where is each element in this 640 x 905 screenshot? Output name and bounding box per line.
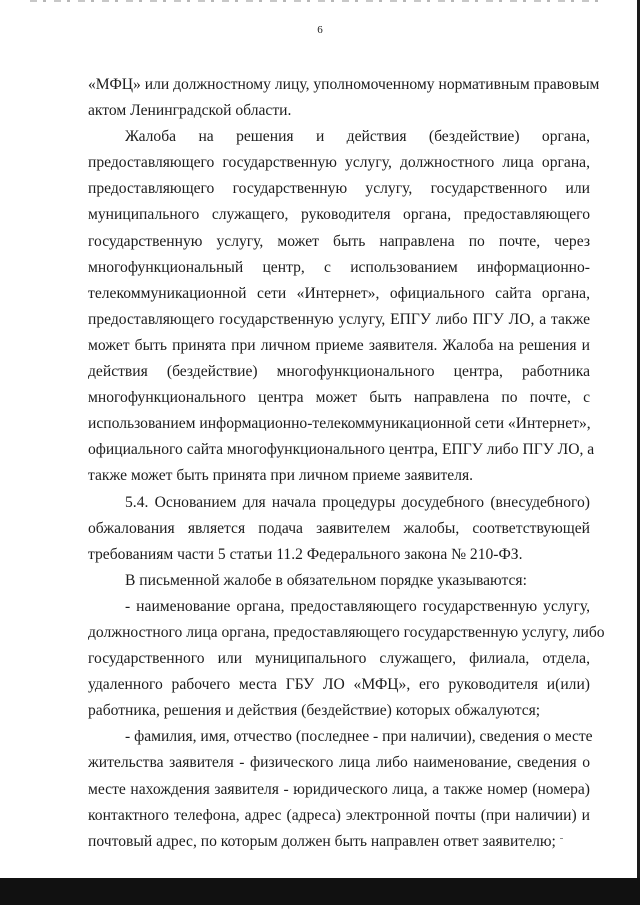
text-line: Жалоба на решения и действия (бездействие) органа,: [125, 128, 590, 146]
text-line: также может быть принята при личном приеме заявителя.: [88, 467, 474, 485]
text-line: требованиям части 5 статьи 11.2 Федерального закона № 210-ФЗ.: [88, 545, 523, 563]
text-line: жительства заявителя - физического лица либо наименование, сведения о: [88, 754, 590, 772]
text-line: В письменной жалобе в обязательном порядке указываются:: [125, 571, 527, 589]
text-line: официального сайта многофункционального центра, ЕПГУ либо ПГУ ЛО, а: [88, 441, 595, 459]
text-line: государственного или муниципального служащего, филиала, отдела,: [88, 650, 590, 668]
text-line: телекоммуникационной сети «Интернет», официального сайта органа,: [88, 284, 590, 302]
text-line: - наименование органа, предоставляющего государственную услугу,: [125, 597, 590, 615]
text-line: должностного лица органа, предоставляющего государственную услугу, либо: [88, 623, 605, 641]
text-line: многофункционального центра может быть направлена по почте, с: [88, 389, 590, 407]
text-line: предоставляющего государственную услугу, государственного или: [88, 180, 590, 198]
text-line: действия (бездействие) многофункционального центра, работника: [88, 363, 590, 381]
page-number: 6: [317, 24, 323, 36]
text-line: работника, решения и действия (бездействие) которых обжалуются;: [88, 702, 541, 720]
text-line: почтовый адрес, по которым должен быть направлен ответ заявителю;: [88, 832, 556, 850]
text-line: обжалования является подача заявителем жалобы, соответствующей: [88, 519, 590, 537]
scan-speck: [560, 838, 563, 839]
text-line: предоставляющего государственную услугу, ЕПГУ либо ПГУ ЛО, а также: [88, 310, 590, 328]
text-line: - фамилия, имя, отчество (последнее - при наличии), сведения о месте: [125, 728, 593, 746]
text-line: муниципального служащего, руководителя органа, предоставляющего: [88, 206, 590, 224]
scan-top-edge: [30, 0, 600, 2]
text-line: многофункциональный центр, с использованием информационно-: [88, 258, 590, 276]
text-line: актом Ленинградской области.: [88, 102, 292, 120]
text-line: использованием информационно-телекоммуникационной сети «Интернет»,: [88, 415, 591, 433]
text-line: «МФЦ» или должностному лицу, уполномоченному нормативным правовым: [88, 76, 600, 93]
document-body: [88, 72, 605, 855]
text-line: удаленного рабочего места ГБУ ЛО «МФЦ», его руководителя и(или): [88, 676, 590, 694]
text-line: 5.4. Основанием для начала процедуры досудебного (внесудебного): [125, 493, 590, 511]
scan-bottom-edge: [0, 878, 640, 905]
text-line: государственную услугу, может быть направлена по почте, через: [88, 232, 590, 250]
text-line: может быть принята при личном приеме заявителя. Жалоба на решения и: [88, 336, 590, 354]
text-line: месте нахождения заявителя - юридического лица, а также номер (номера): [88, 780, 590, 798]
text-line: контактного телефона, адрес (адреса) электронной почты (при наличии) и: [88, 806, 590, 824]
text-line: предоставляющего государственную услугу, должностного лица органа,: [88, 154, 590, 172]
